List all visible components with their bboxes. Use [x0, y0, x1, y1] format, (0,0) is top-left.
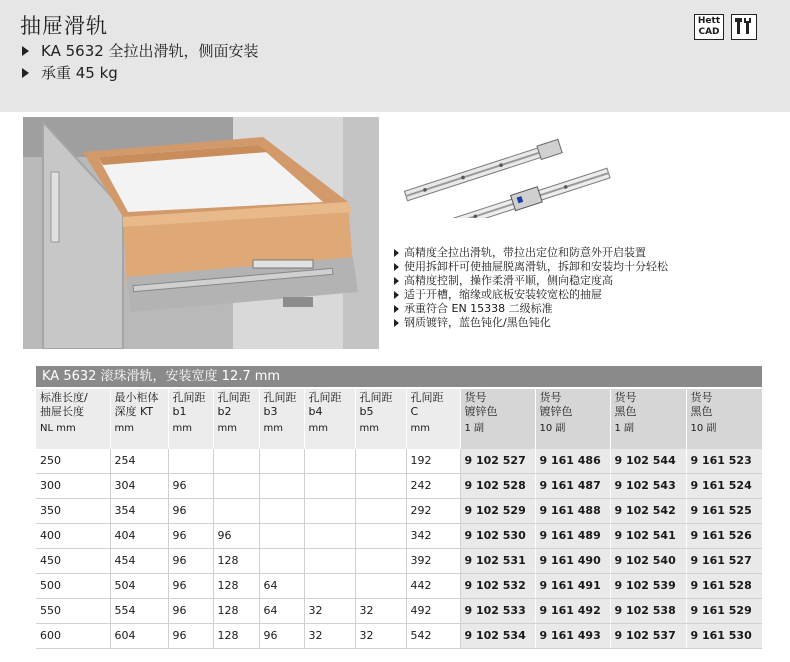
article-number-cell: 9 102 543 [610, 474, 686, 499]
article-number-cell: 9 102 539 [610, 574, 686, 599]
table-cell: 250 [36, 449, 110, 474]
tool-icon[interactable] [731, 14, 757, 40]
slide-rails-image [392, 118, 612, 218]
table-cell: 254 [110, 449, 168, 474]
product-subtitle [22, 40, 259, 61]
table-cell: 32 [355, 599, 406, 624]
article-number-cell: 9 161 493 [535, 624, 610, 649]
feature-item [394, 260, 668, 274]
feature-item [394, 288, 668, 302]
article-number-cell: 9 161 487 [535, 474, 610, 499]
column-header [36, 389, 110, 449]
table-cell: 300 [36, 474, 110, 499]
table-cell [355, 499, 406, 524]
table-cell: 554 [110, 599, 168, 624]
article-number-cell: 9 161 488 [535, 499, 610, 524]
table-cell: 96 [213, 524, 259, 549]
table-cell [259, 449, 304, 474]
column-header-line: 黑色 [614, 405, 637, 418]
article-number-cell: 9 102 527 [460, 449, 535, 474]
feature-item [394, 316, 668, 330]
table-cell: 96 [168, 599, 213, 624]
bullet-triangle-icon [394, 263, 399, 271]
article-number-cell: 9 161 528 [686, 574, 762, 599]
table-cell: 350 [36, 499, 110, 524]
column-header-line: 孔间距 [410, 391, 444, 404]
column-header-line: mm [308, 423, 328, 434]
table-cell [259, 499, 304, 524]
table-cell [259, 524, 304, 549]
column-header-line: 1 副 [464, 423, 485, 434]
table-cell: 128 [213, 549, 259, 574]
article-number-cell: 9 102 542 [610, 499, 686, 524]
column-header-line: 10 副 [539, 423, 566, 434]
column-header-line: 孔间距 [308, 391, 342, 404]
article-number-cell: 9 102 544 [610, 449, 686, 474]
table-cell [213, 474, 259, 499]
column-header [259, 389, 304, 449]
column-header-line: b3 [263, 405, 278, 418]
table-cell [304, 474, 355, 499]
feature-text: 高精度全拉出滑轨，带拉出定位和防意外开启装置 [404, 246, 646, 259]
drawer-photo [23, 117, 379, 349]
column-header-line: b2 [217, 405, 232, 418]
column-header-line: b4 [308, 405, 323, 418]
column-header-line: 孔间距 [172, 391, 206, 404]
header-band [0, 0, 790, 112]
bullet-triangle-icon [394, 249, 399, 257]
article-number-cell: 9 161 486 [535, 449, 610, 474]
article-number-cell: 9 161 526 [686, 524, 762, 549]
table-cell: 96 [168, 499, 213, 524]
article-number-cell: 9 161 492 [535, 599, 610, 624]
column-header-line: 深度 KT [114, 405, 154, 418]
column-header [460, 389, 535, 449]
table-cell: 96 [259, 624, 304, 649]
article-number-cell: 9 161 530 [686, 624, 762, 649]
table-cell: 32 [304, 624, 355, 649]
bullet-triangle-icon [22, 68, 29, 78]
article-number-cell: 9 161 529 [686, 599, 762, 624]
table-cell [304, 549, 355, 574]
column-header-line: mm [263, 423, 283, 434]
table-cell: 96 [168, 474, 213, 499]
table-cell [304, 449, 355, 474]
table-cell: 96 [168, 549, 213, 574]
column-header [304, 389, 355, 449]
column-header-line: 标准长度/ [40, 391, 88, 404]
article-number-cell: 9 161 490 [535, 549, 610, 574]
table-cell [355, 574, 406, 599]
column-header-line: 抽屉长度 [40, 405, 84, 418]
table-cell [259, 549, 304, 574]
product-subtitle-text: KA 5632 全拉出滑轨，侧面安装 [41, 42, 259, 60]
table-cell: 32 [355, 624, 406, 649]
load-capacity-text: 承重 45 kg [41, 64, 118, 82]
feature-text: 使用拆卸杆可使抽屉脱离滑轨，拆卸和安装均十分轻松 [404, 260, 668, 273]
table-cell [304, 574, 355, 599]
article-number-cell: 9 161 523 [686, 449, 762, 474]
column-header-line: 孔间距 [359, 391, 393, 404]
article-number-cell: 9 102 538 [610, 599, 686, 624]
logo-top-text: Hett [697, 16, 721, 26]
table-cell [304, 499, 355, 524]
article-number-cell: 9 102 533 [460, 599, 535, 624]
column-header-line: 孔间距 [217, 391, 251, 404]
table-cell: 392 [406, 549, 460, 574]
table-cell: 96 [168, 574, 213, 599]
article-number-cell: 9 102 528 [460, 474, 535, 499]
bullet-triangle-icon [394, 291, 399, 299]
table-cell: 304 [110, 474, 168, 499]
column-header [110, 389, 168, 449]
table-cell: 292 [406, 499, 460, 524]
table-row [36, 624, 762, 649]
article-number-cell: 9 102 532 [460, 574, 535, 599]
feature-item [394, 302, 668, 316]
column-header [535, 389, 610, 449]
article-number-cell: 9 102 541 [610, 524, 686, 549]
column-header-line: 镀锌色 [539, 405, 573, 418]
column-header-line: 10 副 [690, 423, 717, 434]
article-number-cell: 9 161 491 [535, 574, 610, 599]
table-cell: 550 [36, 599, 110, 624]
table-row [36, 599, 762, 624]
feature-text: 钢质镀锌，蓝色钝化/黑色钝化 [404, 316, 551, 329]
table-cell: 128 [213, 624, 259, 649]
column-header [213, 389, 259, 449]
table-cell [213, 449, 259, 474]
table-cell [355, 549, 406, 574]
column-header-line: b5 [359, 405, 374, 418]
column-header-line: 货号 [614, 391, 637, 404]
article-number-cell: 9 102 534 [460, 624, 535, 649]
table-cell: 32 [304, 599, 355, 624]
table-row [36, 474, 762, 499]
hettcad-logo-icon[interactable] [694, 14, 724, 40]
article-number-cell: 9 102 537 [610, 624, 686, 649]
table-cell: 442 [406, 574, 460, 599]
table-cell: 192 [406, 449, 460, 474]
feature-text: 高精度控制，操作柔滑平顺，侧向稳定度高 [404, 274, 613, 287]
table-cell: 242 [406, 474, 460, 499]
table-cell: 500 [36, 574, 110, 599]
column-header [406, 389, 460, 449]
table-row [36, 449, 762, 474]
table-cell: 96 [168, 624, 213, 649]
table-cell: 454 [110, 549, 168, 574]
column-header [686, 389, 762, 449]
feature-text: 承重符合 EN 15338 二级标准 [404, 302, 553, 315]
column-header-line: 黑色 [690, 405, 713, 418]
table-row [36, 524, 762, 549]
article-number-cell: 9 161 524 [686, 474, 762, 499]
article-number-cell: 9 102 529 [460, 499, 535, 524]
page-title: 抽屉滑轨 [20, 14, 108, 38]
logo-bottom-text: CAD [698, 27, 720, 37]
table-cell: 342 [406, 524, 460, 549]
bullet-triangle-icon [394, 319, 399, 327]
table-cell: 64 [259, 574, 304, 599]
table-row [36, 499, 762, 524]
table-cell [259, 474, 304, 499]
table-cell: 492 [406, 599, 460, 624]
table-cell [304, 524, 355, 549]
feature-text: 适于开槽，缩缘或底板安装较宽松的抽屉 [404, 288, 602, 301]
table-cell: 504 [110, 574, 168, 599]
table-cell [168, 449, 213, 474]
column-header [355, 389, 406, 449]
table-cell [213, 499, 259, 524]
table-row [36, 549, 762, 574]
table-cell: 354 [110, 499, 168, 524]
article-number-cell: 9 102 531 [460, 549, 535, 574]
table-cell: 404 [110, 524, 168, 549]
table-cell: 600 [36, 624, 110, 649]
bullet-triangle-icon [394, 305, 399, 313]
column-header-line: 最小柜体 [114, 391, 159, 404]
table-cell: 450 [36, 549, 110, 574]
feature-list [394, 246, 668, 330]
column-header-line: 镀锌色 [464, 405, 498, 418]
table-row [36, 574, 762, 599]
table-cell [355, 449, 406, 474]
table-cell: 604 [110, 624, 168, 649]
table-cell: 64 [259, 599, 304, 624]
column-header-line: 孔间距 [263, 391, 297, 404]
article-number-cell: 9 161 527 [686, 549, 762, 574]
column-header-line: C [410, 405, 419, 418]
column-header-line: b1 [172, 405, 187, 418]
article-number-cell: 9 161 489 [535, 524, 610, 549]
column-header-line: 货号 [690, 391, 713, 404]
column-header-line: NL mm [40, 423, 76, 434]
table-body [36, 449, 762, 649]
table-cell: 96 [168, 524, 213, 549]
table-cell: 128 [213, 599, 259, 624]
table-cell: 542 [406, 624, 460, 649]
table-cell [355, 474, 406, 499]
table-cell: 400 [36, 524, 110, 549]
table-cell [355, 524, 406, 549]
bullet-triangle-icon [22, 46, 29, 56]
column-header-line: 货号 [464, 391, 487, 404]
column-header [168, 389, 213, 449]
column-header [610, 389, 686, 449]
article-number-cell: 9 102 530 [460, 524, 535, 549]
column-header-line: mm [172, 423, 192, 434]
feature-item [394, 274, 668, 288]
column-header-line: mm [217, 423, 237, 434]
spec-table [36, 389, 762, 649]
column-header-line: mm [410, 423, 430, 434]
article-number-cell: 9 102 540 [610, 549, 686, 574]
column-header-line: 货号 [539, 391, 562, 404]
table-cell: 128 [213, 574, 259, 599]
table-header-row [36, 389, 762, 449]
article-number-cell: 9 161 525 [686, 499, 762, 524]
feature-item [394, 246, 668, 260]
table-title: KA 5632 滚珠滑轨，安装宽度 12.7 mm [36, 366, 762, 387]
load-capacity [22, 62, 118, 83]
column-header-line: 1 副 [614, 423, 635, 434]
column-header-line: mm [359, 423, 379, 434]
bullet-triangle-icon [394, 277, 399, 285]
column-header-line: mm [114, 423, 134, 434]
